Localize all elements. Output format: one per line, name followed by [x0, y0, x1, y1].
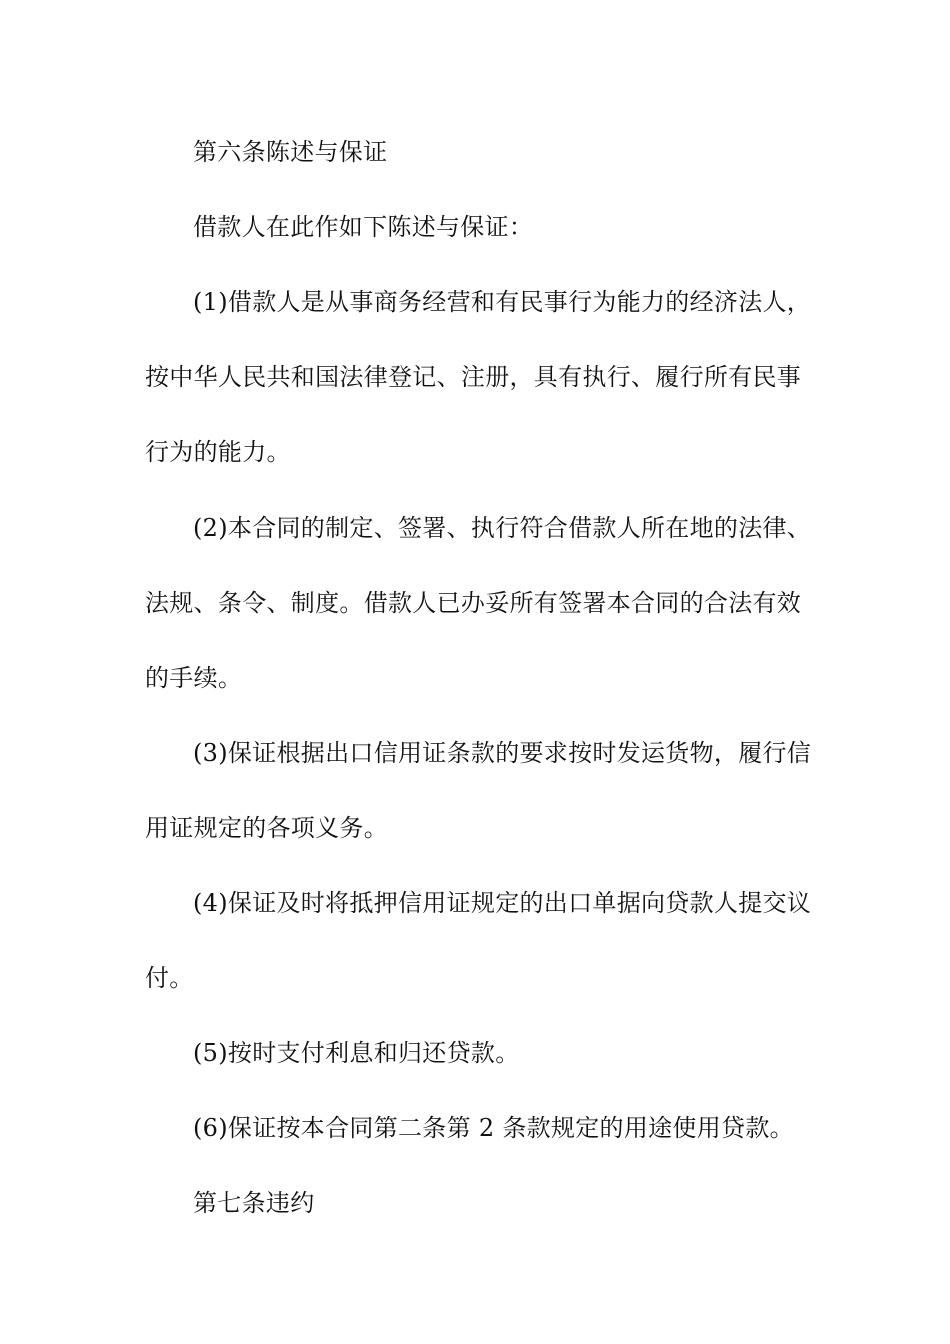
clause-2-line-2: 法规、条令、制度。借款人已办妥所有签署本合同的合法有效 [145, 589, 802, 617]
clause-2-line-1: (2)本合同的制定、签署、执行符合借款人所在地的法律、 [193, 514, 812, 542]
clause-1-line-3: 行为的能力。 [145, 438, 291, 466]
clause-3-line-2: 用证规定的各项义务。 [145, 814, 388, 842]
section-heading-article-6: 第六条陈述与保证 [193, 138, 388, 166]
clause-2-line-3: 的手续。 [145, 664, 243, 692]
section-heading-article-7: 第七条违约 [193, 1189, 315, 1217]
clause-4-line-1: (4)保证及时将抵押信用证规定的出口单据向贷款人提交议 [193, 889, 812, 917]
clause-6: (6)保证按本合同第二条第 2 条款规定的用途使用贷款。 [193, 1114, 794, 1142]
paragraph-intro: 借款人在此作如下陈述与保证： [193, 213, 534, 241]
clause-1-line-2: 按中华人民共和国法律登记、注册，具有执行、履行所有民事 [145, 363, 802, 391]
clause-3-line-1: (3)保证根据出口信用证条款的要求按时发运货物，履行信 [193, 739, 812, 767]
clause-4-line-2: 付。 [145, 964, 194, 992]
clause-1-line-1: (1)借款人是从事商务经营和有民事行为能力的经济法人， [193, 288, 812, 316]
clause-5: (5)按时支付利息和归还贷款。 [193, 1039, 520, 1067]
